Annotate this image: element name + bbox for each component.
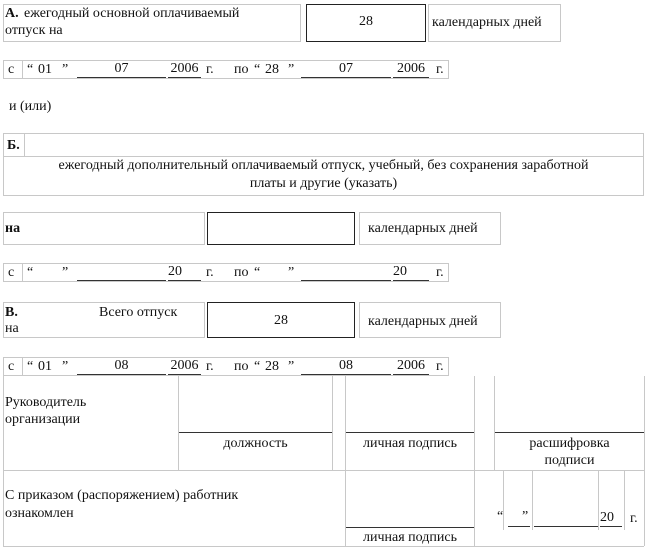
head-label-line2: организации (5, 412, 81, 427)
section-v-po: по (234, 359, 249, 374)
section-b-to-quote-open: “ (254, 265, 261, 280)
section-a-days-value: 28 (359, 14, 373, 29)
section-a-from-day[interactable]: 01 (38, 62, 52, 77)
head-signature-line[interactable] (346, 432, 474, 433)
divider (178, 376, 179, 470)
divider (22, 263, 23, 282)
section-b-to-year[interactable]: 20 (393, 264, 429, 281)
divider (345, 376, 346, 546)
section-a-label-line2: отпуск на (5, 23, 63, 38)
section-v-from-day[interactable]: 01 (38, 359, 52, 374)
section-b-type-field[interactable] (25, 134, 643, 155)
section-b-to-quote-close: ” (288, 265, 295, 280)
section-v-from-month[interactable]: 08 (77, 358, 166, 375)
section-v-days-value: 28 (274, 313, 288, 328)
employee-g: г. (630, 511, 638, 526)
head-label-line1: Руководитель (5, 395, 87, 410)
section-b-from-month[interactable] (77, 264, 166, 281)
section-b-description-line2: платы и другие (указать) (249, 176, 398, 191)
employee-line1: С приказом (распоряжением) работник (5, 488, 239, 503)
divider (474, 376, 475, 546)
section-b-from-quote-open: “ (27, 265, 34, 280)
section-a-po: по (234, 62, 249, 77)
section-v-from-c: с (8, 359, 15, 374)
section-v-from-quote-open: “ (27, 359, 34, 374)
section-b-title: Б. (7, 138, 20, 153)
section-b-from-g: г. (206, 265, 214, 280)
section-b-from-quote-close: ” (62, 265, 69, 280)
section-a-from-g: г. (206, 62, 214, 77)
divider (644, 376, 645, 546)
divider (22, 357, 23, 376)
section-b-from-c: с (8, 265, 15, 280)
divider (3, 470, 644, 471)
section-v-to-day[interactable]: 28 (265, 359, 279, 374)
section-b-days-unit: календарных дней (368, 221, 478, 236)
section-v-to-year[interactable]: 2006 (393, 358, 429, 375)
or-text: и (или) (9, 99, 52, 114)
section-b-days-field[interactable] (207, 212, 355, 245)
section-v-to-quote-close: ” (288, 359, 295, 374)
section-b-from-year[interactable]: 20 (168, 264, 201, 281)
section-a-from-quote-open: “ (27, 62, 34, 77)
decoding-caption-line2: подписи (544, 453, 595, 468)
employee-day-field[interactable] (508, 510, 530, 527)
section-a-to-day[interactable]: 28 (265, 62, 279, 77)
section-a-days-unit: календарных дней (432, 15, 542, 30)
section-v-from-quote-close: ” (62, 359, 69, 374)
section-b-po: по (234, 265, 249, 280)
section-a-title: А. (5, 6, 19, 21)
divider (22, 60, 23, 79)
section-v-to-quote-open: “ (254, 359, 261, 374)
employee-quote-close: ” (522, 509, 529, 524)
divider (3, 376, 4, 546)
divider (3, 546, 644, 547)
section-a-from-quote-close: ” (62, 62, 69, 77)
employee-quote-open: “ (497, 509, 504, 524)
section-v-na: на (5, 321, 19, 336)
section-a-to-month[interactable]: 07 (301, 61, 391, 78)
section-a-from-c: с (8, 62, 15, 77)
divider (532, 470, 533, 530)
employee-signature-caption: личная подпись (363, 530, 457, 545)
section-b-to-month[interactable] (301, 264, 391, 281)
signature-caption: личная подпись (363, 436, 457, 451)
position-caption: должность (223, 436, 288, 451)
section-v-to-g: г. (436, 359, 444, 374)
section-v-from-g: г. (206, 359, 214, 374)
section-b-na-cell (3, 212, 205, 245)
section-a-to-year[interactable]: 2006 (393, 61, 429, 78)
section-b-to-g: г. (436, 265, 444, 280)
head-position-line[interactable] (179, 432, 332, 433)
employee-month-field[interactable] (534, 510, 598, 527)
section-a-from-year[interactable]: 2006 (168, 61, 201, 78)
section-v-from-year[interactable]: 2006 (168, 358, 201, 375)
employee-line2: ознакомлен (5, 506, 74, 521)
section-v-total-label: Всего отпуск (99, 305, 178, 320)
section-v-to-month[interactable]: 08 (301, 358, 391, 375)
employee-signature-line[interactable] (346, 527, 474, 528)
section-v-days-unit: календарных дней (368, 314, 478, 329)
decoding-caption-line1: расшифровка (529, 436, 610, 451)
employee-year-field[interactable]: 20 (600, 510, 622, 527)
section-b-description-line1: ежегодный дополнительный оплачиваемый отпуск, учебный, без сохранения заработной (58, 158, 589, 173)
section-a-label-line1: ежегодный основной оплачиваемый (24, 6, 240, 21)
divider (598, 470, 599, 530)
section-a-to-g: г. (436, 62, 444, 77)
divider (332, 376, 333, 470)
section-a-to-quote-close: ” (288, 62, 295, 77)
section-a-to-quote-open: “ (254, 62, 261, 77)
head-decoding-line[interactable] (495, 432, 644, 433)
section-a-from-month[interactable]: 07 (77, 61, 166, 78)
section-v-title: В. (5, 305, 18, 320)
section-b-na: на (5, 221, 21, 236)
divider (3, 156, 644, 157)
divider (624, 470, 625, 530)
